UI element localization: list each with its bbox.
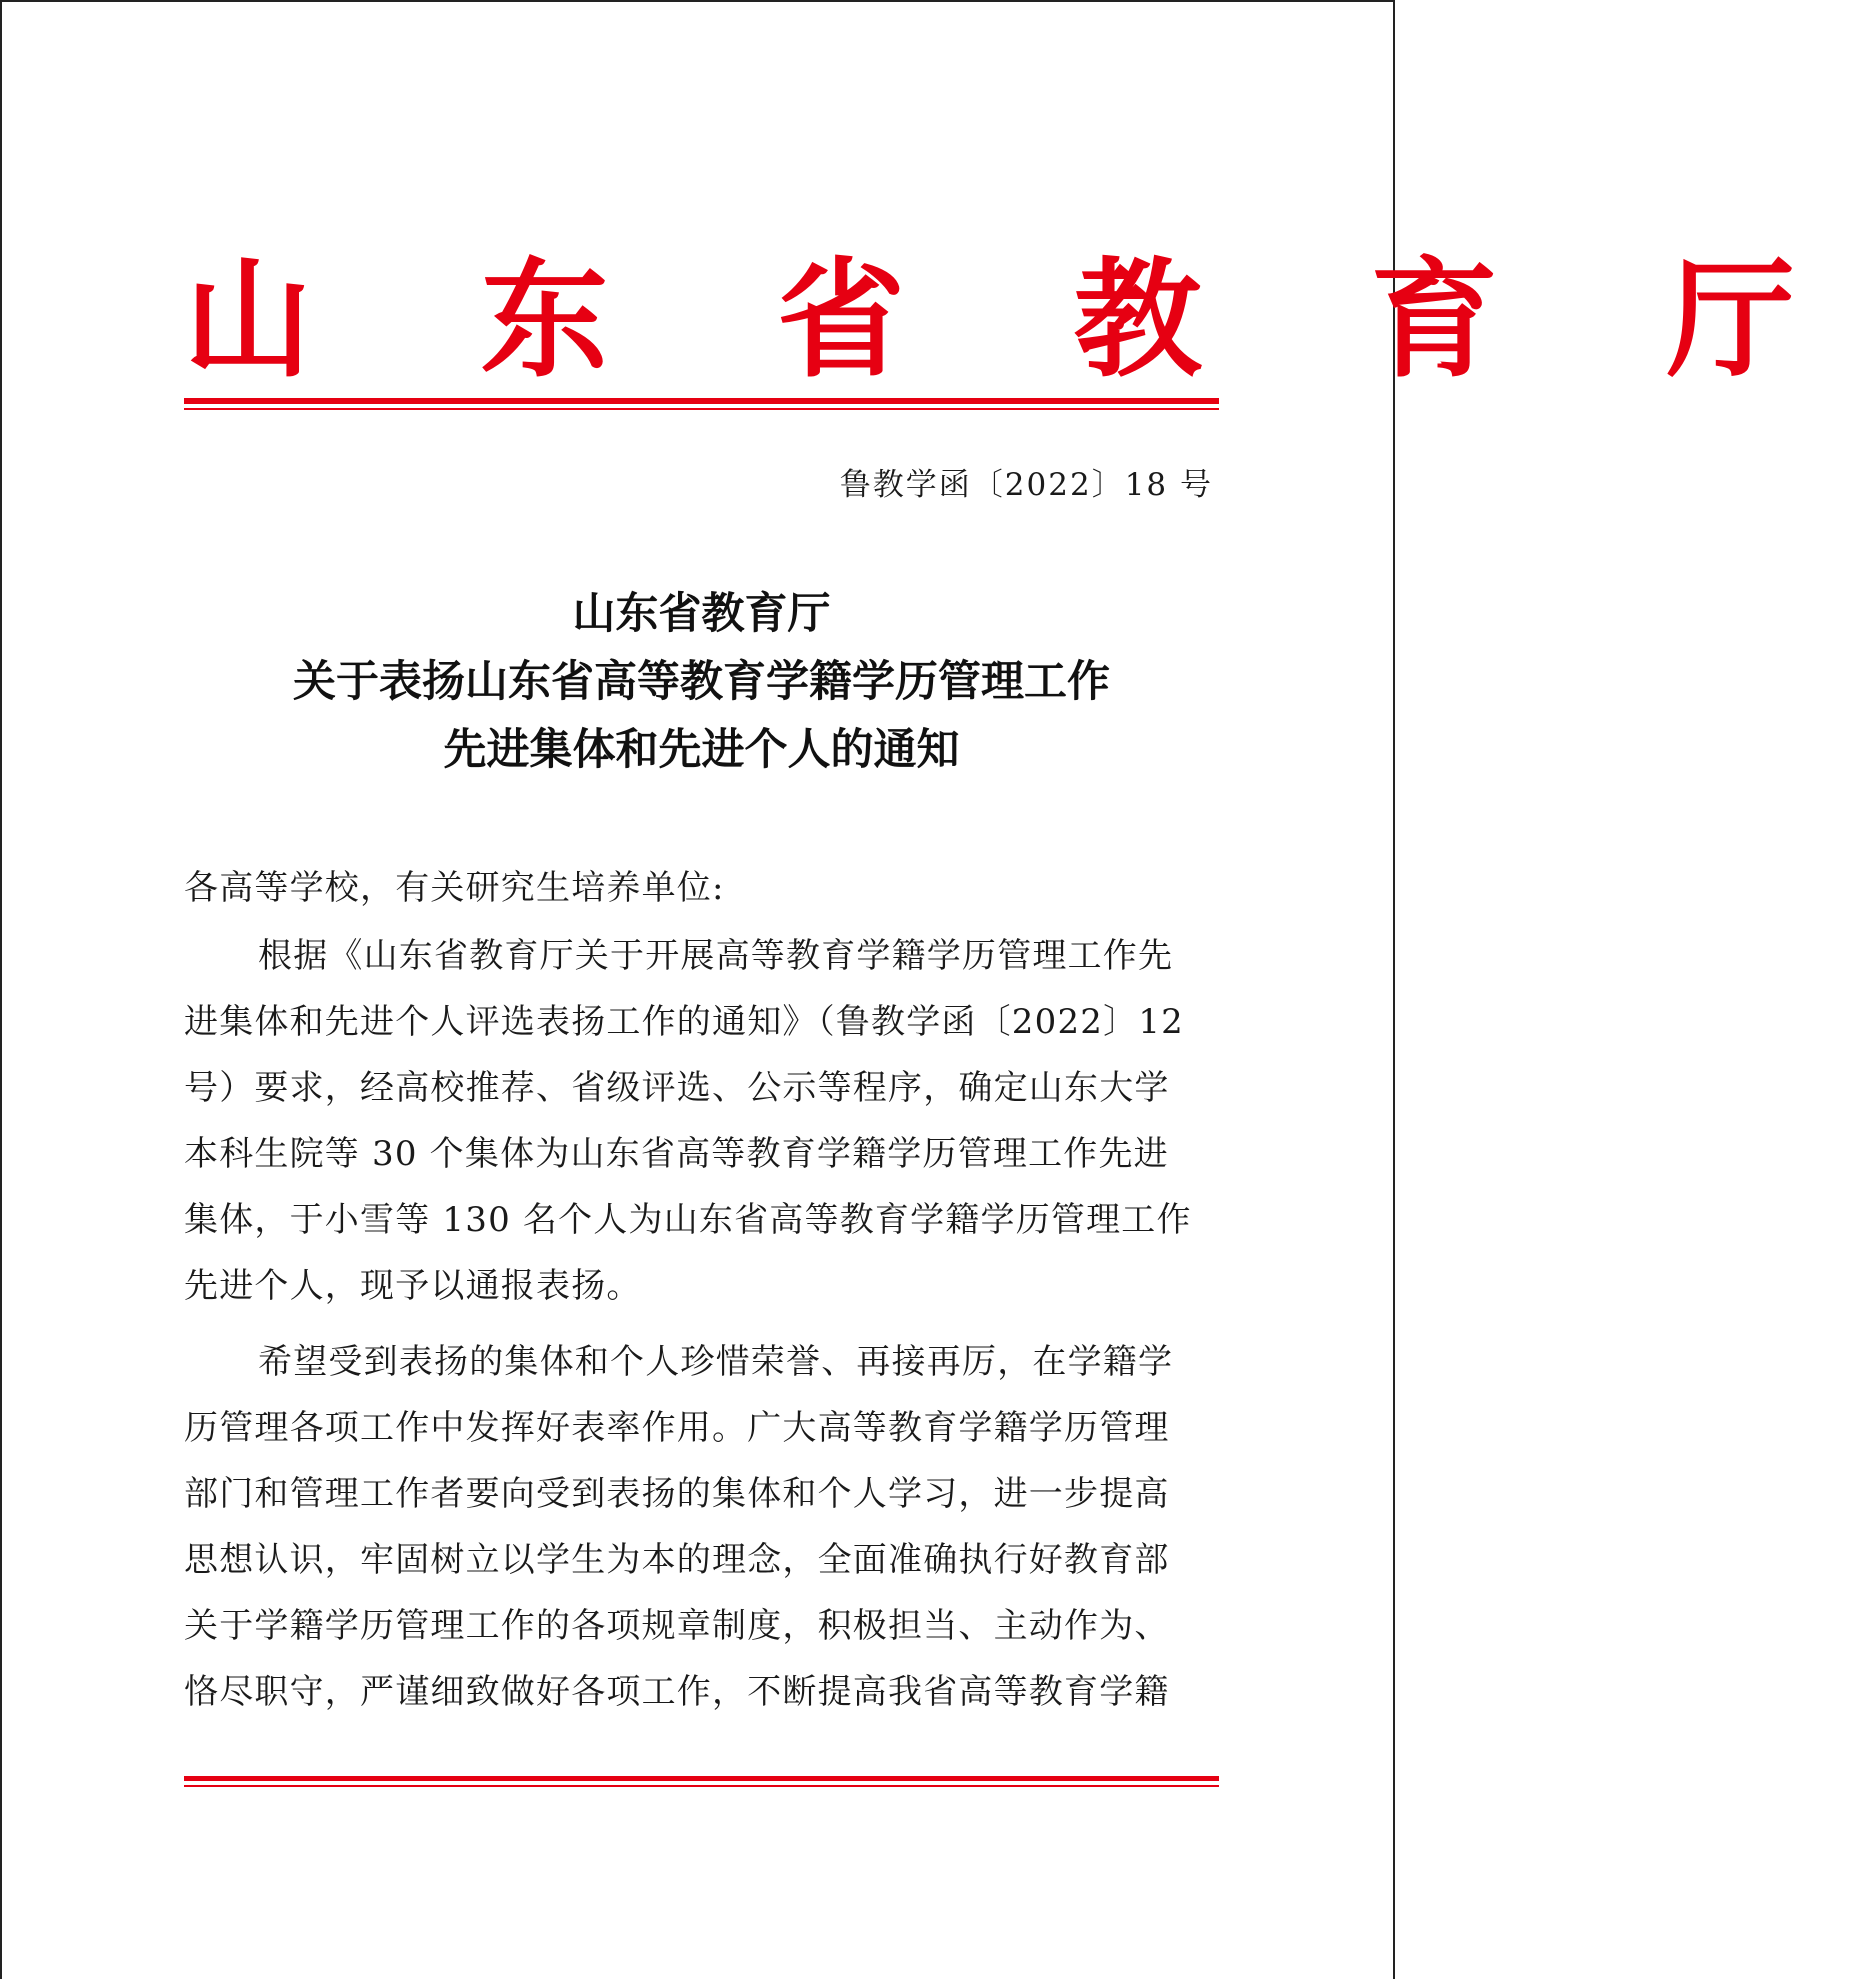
paragraph-line: 恪尽职守，严谨细致做好各项工作，不断提高我省高等教育学籍 — [184, 1672, 1170, 1712]
paragraph-2 — [184, 1329, 1219, 1725]
paragraph-line: 根据《山东省教育厅关于开展高等教育学籍学历管理工作先 — [258, 936, 1174, 976]
paragraph-line: 号）要求，经高校推荐、省级评选、公示等程序，确定山东大学 — [184, 1068, 1170, 1108]
paragraph-line: 进集体和先进个人评选表扬工作的通知》（鲁教学函〔2022〕12 — [184, 1002, 1184, 1042]
paragraph-line: 先进个人，现予以通报表扬。 — [184, 1266, 642, 1306]
paragraph-1 — [184, 923, 1219, 1319]
paragraph-line: 思想认识，牢固树立以学生为本的理念，全面准确执行好教育部 — [184, 1540, 1170, 1580]
paragraph-line: 关于学籍学历管理工作的各项规章制度，积极担当、主动作为、 — [184, 1606, 1170, 1646]
title-line-1: 山东省教育厅 — [572, 589, 831, 639]
footer-red-rule-thick — [184, 1776, 1219, 1781]
paragraph-line: 历管理各项工作中发挥好表率作用。广大高等教育学籍学历管理 — [184, 1408, 1170, 1448]
header-red-rule-thin — [184, 408, 1219, 410]
paragraph-line: 希望受到表扬的集体和个人珍惜荣誉、再接再厉，在学籍学 — [258, 1342, 1174, 1382]
salutation — [184, 855, 1219, 921]
paragraph-line: 集体，于小雪等 130 名个人为山东省高等教育学籍学历管理工作 — [184, 1200, 1192, 1240]
document-number: 鲁教学函〔2022〕18 号 — [839, 467, 1213, 503]
header-red-rule-thick — [184, 398, 1219, 404]
paragraph-line: 部门和管理工作者要向受到表扬的集体和个人学习，进一步提高 — [184, 1474, 1170, 1514]
title-line-3: 先进集体和先进个人的通知 — [443, 725, 960, 775]
footer-red-rule-thin — [184, 1785, 1219, 1787]
paragraph-line: 本科生院等 30 个集体为山东省高等教育学籍学历管理工作先进 — [184, 1134, 1169, 1174]
issuer-name: 山 东 省 教 育 厅 — [184, 245, 1857, 395]
title-line-2: 关于表扬山东省高等教育学籍学历管理工作 — [293, 657, 1110, 707]
salutation-text: 各高等学校，有关研究生培养单位: — [184, 868, 725, 908]
